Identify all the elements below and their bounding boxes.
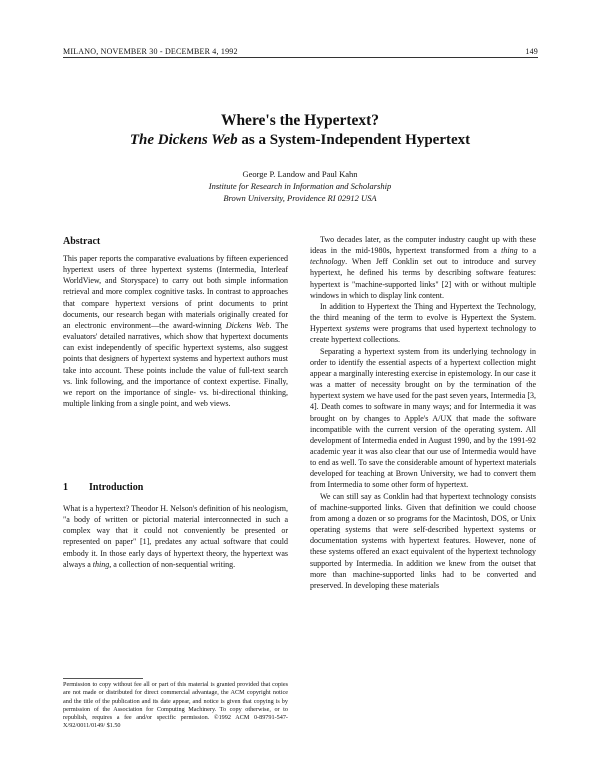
paragraph <box>310 234 536 301</box>
page-number: 149 <box>525 47 538 56</box>
introduction-body <box>63 503 288 570</box>
paper-subtitle <box>0 132 600 149</box>
section-title: Introduction <box>89 482 144 493</box>
institute: Institute for Research in Information and Scholarship <box>208 181 392 191</box>
introduction-heading <box>63 482 143 493</box>
abstract-text-2: . The evaluators' detailed narratives, which show that hypertext documents can exist independently of specific hypertext systems, also suggest points that designers of hypertext systems and hypertext authors must take into account. These points include the value of full-text search vs. link following, and the importance of context expertise. Finally, we report on the importance of single- vs. bi-directional thinking, multiple linking from a single point, and web views. <box>63 320 289 409</box>
address: Brown University, Providence RI 02912 USA <box>223 193 377 203</box>
p2-text-b: were programs that used hypertext technology to create hypertext collections. <box>310 324 536 345</box>
authors: George P. Landow and Paul Kahn <box>242 169 358 179</box>
intro-text-2: , a collection of non-sequential writing. <box>109 559 236 569</box>
p1-text-a: Two decades later, as the computer industry caught up with these ideas in the mid-1980s, hypertext transformed from a <box>310 235 536 256</box>
p1-text-c: . When Jeff Conklin set out to introduce and survey hypertext, he defined his terms by describing software features: hypertext is "machine-supported links" [2] with or without multiple windows in which to display link content. <box>310 257 536 300</box>
right-column-body <box>310 234 536 591</box>
section-number: 1 <box>63 482 68 493</box>
running-header-conference: MILANO, NOVEMBER 30 - DECEMBER 4, 1992 <box>63 47 238 56</box>
paper-title: Where's the Hypertext? <box>220 112 380 129</box>
copyright-footnote: Permission to copy without fee all or part of this material is granted provided that copies are not made or distributed for direct commercial advantage, the ACM copyright notice and the title of the publication and its date appear, and notice is given that copying is by permission of the Association for Computing Machinery. To copy otherwise, or to republish, requires a fee and/or specific permission. ©1992 ACM 0-89791-547-X/92/0011/0149/ $1.50 <box>63 681 288 730</box>
abstract-text-italic: Dickens Web <box>225 320 270 330</box>
p1-text-b: to a <box>517 246 536 256</box>
subtitle-italic: The Dickens Web <box>129 132 238 148</box>
paragraph: Separating a hypertext system from its underlying technology in order to identify the essential aspects of a hypertext collection might appear a marginally interesting exercise in epistemology. In our case it was a matter of necessity brought on by the termination of the hypertext system we have used for the past seven years, Intermedia [3, 4]. Death comes to software in many ways; and for Intermedia it was brought on by changes to Apple's A/UX that made the software incompatible with the current version of the operating system. All development of Intermedia ended in August 1990, and by the 1991-92 academic year it was also clear that our use of Intermedia would have to end as well. To save the considerable amount of hypertext materials developed for teaching at Brown University, we had to convert them from Intermedia to some other form of hypertext. <box>310 346 536 490</box>
header-rule <box>63 57 538 58</box>
subtitle-rest: as a System-Independent Hypertext <box>237 132 471 148</box>
abstract-body <box>63 253 288 409</box>
p2-text-a: In addition to Hypertext the Thing and Hypertext the Technology, the third meaning of the term to evolve is Hypertext the System. Hypertext <box>310 301 536 334</box>
abstract-heading: Abstract <box>63 236 101 247</box>
intro-text-1: What is a hypertext? Theodor H. Nelson's definition of his neologism, "a body of written or pictorial material interconnected in such a complex way that it could not conveniently be presented or represented on paper" [1], predates any actual software that could embody it. In those early days of hypertext theory, the hypertext was always a <box>63 504 288 569</box>
intro-text-italic: thing <box>92 559 110 569</box>
footnote-rule <box>63 678 143 679</box>
paragraph: We can still say as Conklin had that hypertext technology consists of machine-supported links. Given that definition we could choose from among a dozen or so programs for the Macintosh, DOS, or Unix operating systems that were self-described hypertext systems or documentation systems with hypertext features. However, none of these systems offered an exact equivalent of the hypertext technology supported by Intermedia. In addition we knew from the outset that more than machine-supported links had to be converted and preserved. In developing these materials <box>310 491 536 590</box>
paragraph <box>310 301 536 346</box>
p1-italic-a: thing <box>501 246 518 256</box>
p2-italic: systems <box>345 324 370 334</box>
abstract-text-1: This paper reports the comparative evaluations by fifteen experienced hypertext users of three hypertext systems (Intermedia, Interleaf WorldView, and Storyspace) to carry out both simple information retrieval and more complex cognitive tasks. In contrast to approaches that compare hypertext versions of print documents to print documents, our research began with materials originally created for an electronic environment—the award-winning <box>63 254 288 330</box>
p1-italic-b: technology <box>310 257 346 267</box>
